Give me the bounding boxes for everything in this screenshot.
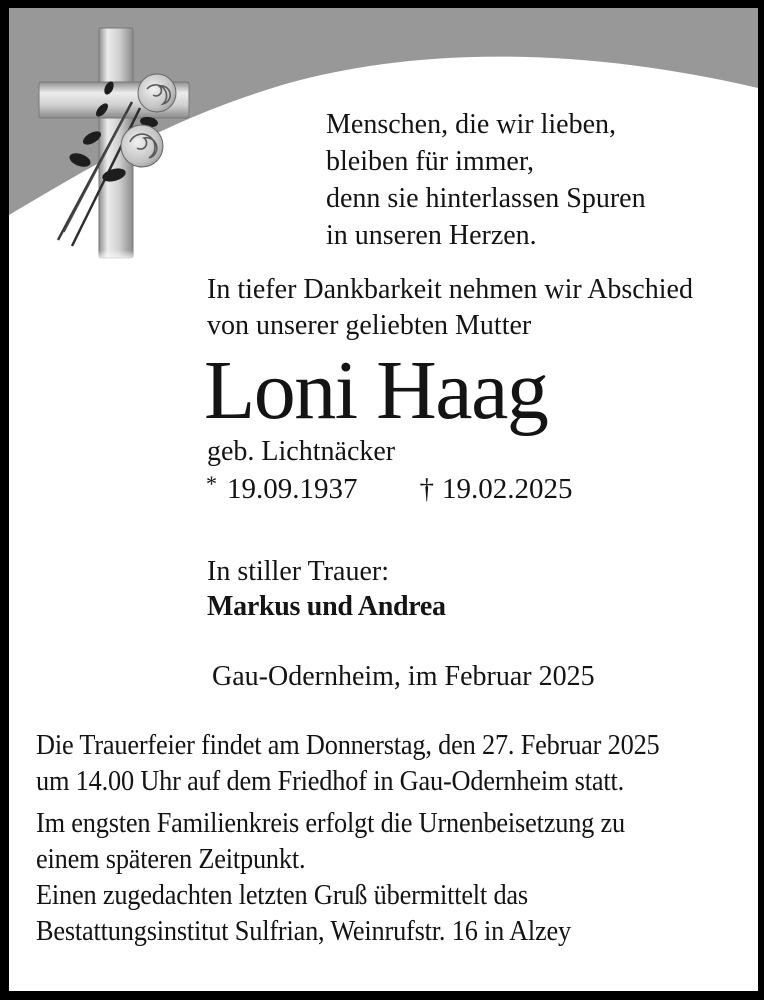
memorial-poem: [326, 106, 646, 254]
undertaker-info: [36, 878, 571, 950]
intro-text: [207, 272, 693, 344]
birth-entry: [206, 472, 358, 508]
funeral-line: um 14.00 Uhr auf dem Friedhof in Gau-Odernheim statt.: [36, 766, 624, 797]
death-date: 19.02.2025: [442, 473, 573, 505]
poem-line: Menschen, die wir lieben,: [326, 109, 617, 140]
rose-blossom: [121, 125, 163, 167]
undertaker-line: Bestattungsinstitut Sulfrian, Weinrufstr. 16 in Alzey: [36, 916, 572, 947]
deceased-name: Loni Haag: [204, 344, 548, 437]
urn-info: [36, 806, 625, 878]
maiden-name: geb. Lichtnäcker: [207, 436, 396, 467]
place-date-line: Gau-Odernheim, im Februar 2025: [212, 661, 595, 692]
funeral-info: [36, 728, 660, 800]
cross-with-roses-icon: [14, 10, 194, 265]
rose-blossom: [138, 74, 176, 112]
urn-line: einem späteren Zeitpunkt.: [36, 844, 306, 875]
poem-line: in unseren Herzen.: [326, 220, 537, 251]
funeral-line: Die Trauerfeier findet am Donnerstag, den 27. Februar 2025: [36, 730, 660, 761]
intro-line: von unserer geliebten Mutter: [207, 310, 532, 341]
life-dates: [206, 472, 573, 508]
mourning-label: In stiller Trauer:: [207, 556, 389, 587]
poem-line: bleiben für immer,: [326, 146, 535, 177]
birth-date: 19.09.1937: [227, 473, 358, 505]
mourners-names: Markus und Andrea: [207, 591, 446, 622]
undertaker-line: Einen zugedachten letzten Gruß übermittelt das: [36, 880, 528, 911]
intro-line: In tiefer Dankbarkeit nehmen wir Abschied: [207, 274, 693, 305]
birth-star-symbol: *: [206, 471, 217, 496]
death-entry: [420, 472, 573, 508]
poem-line: denn sie hinterlassen Spuren: [326, 183, 646, 214]
mourning-block: [207, 554, 446, 624]
urn-line: Im engsten Familienkreis erfolgt die Urnenbeisetzung zu: [36, 808, 625, 839]
death-dagger-symbol: †: [419, 473, 434, 505]
